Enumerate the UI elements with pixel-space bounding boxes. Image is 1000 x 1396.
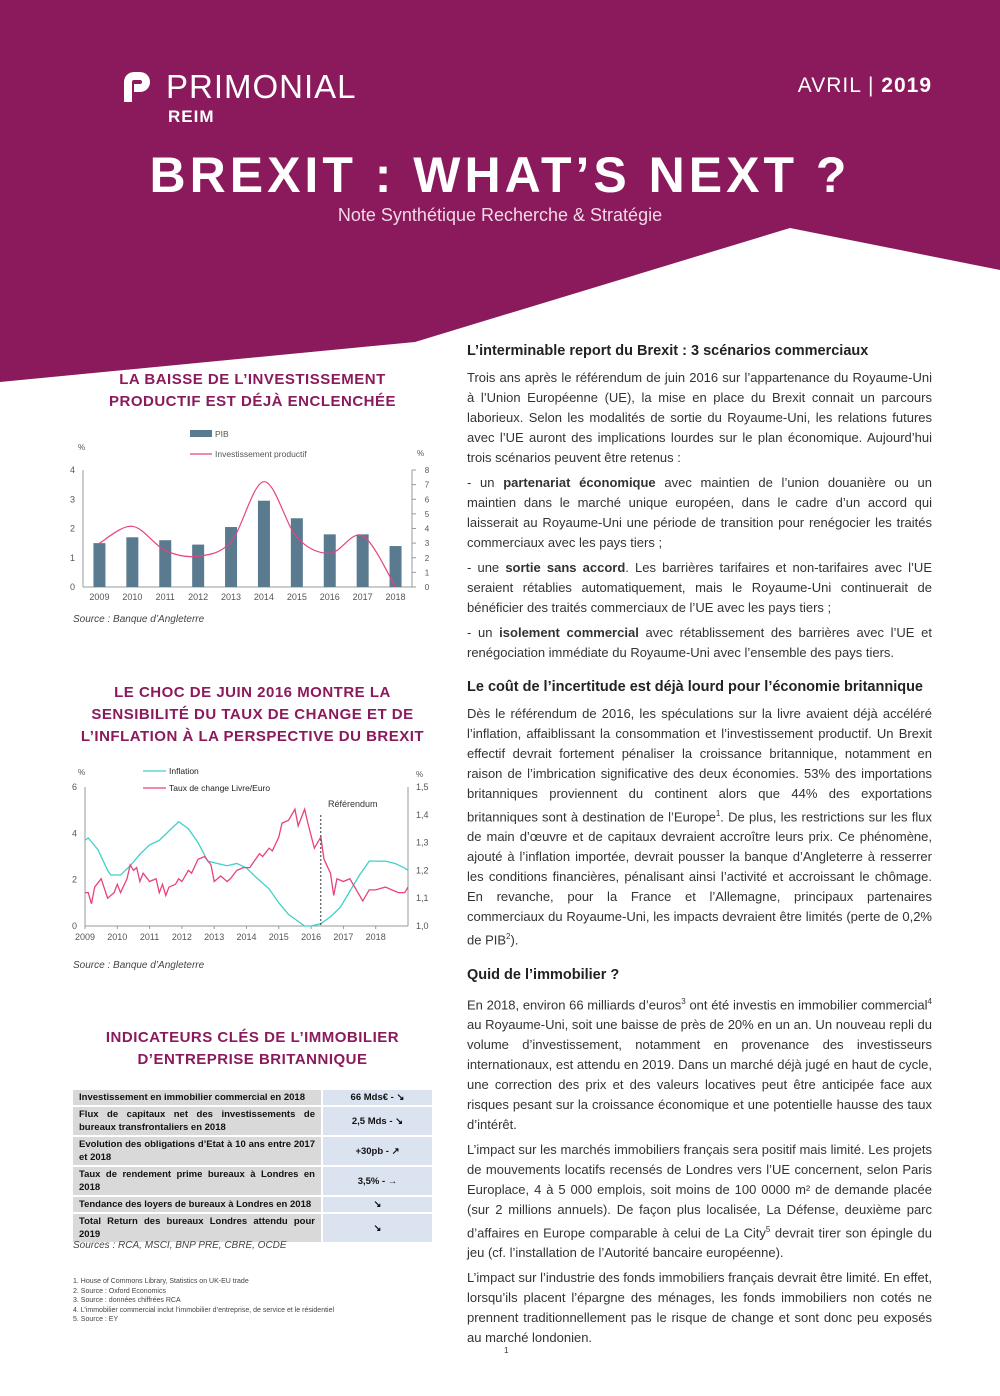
title-line: INDICATEURS CLÉS DE L’IMMOBILIER bbox=[105, 1029, 400, 1046]
y2-tick-label: 3 bbox=[424, 539, 430, 549]
y-tick-label: 0 bbox=[71, 921, 77, 931]
section2-title bbox=[70, 682, 435, 748]
y2-tick-label: 0 bbox=[424, 583, 430, 592]
section1-title bbox=[70, 369, 435, 413]
x-tick-label: 2011 bbox=[139, 932, 160, 942]
heading-scenarios: L’interminable report du Brexit : 3 scénarios commerciaux bbox=[467, 343, 869, 359]
line-exchange-rate bbox=[85, 809, 408, 904]
indicator-value: 3,5% - → bbox=[321, 1167, 432, 1195]
x-tick-label: 2009 bbox=[74, 932, 96, 942]
table-row bbox=[73, 1107, 432, 1135]
paragraph: L’impact sur l’industrie des fonds immobiliers français devrait être limité. En effet, lorsqu’ils placent l’épargne des ménages, les fonds immobiliers non cotés ne prennent traditionnellement pas le risque de change et sont donc peu exposés au marché londonien. bbox=[467, 1270, 932, 1346]
bar-pib bbox=[357, 534, 369, 587]
y-axis-unit: % bbox=[78, 768, 86, 777]
paragraph: - un isolement commercial avec rétablissement des barrières avec l’UE et renégociation immédiate du Royaume-Uni avec l’ensemble des pays tiers. bbox=[467, 625, 932, 660]
table-source: Sources : RCA, MSCI, BNP PRE, CBRE, OCDE bbox=[73, 1240, 287, 1251]
title-line: PRODUCTIF EST DÉJÀ ENCLENCHÉE bbox=[108, 393, 397, 410]
y-tick-label: 4 bbox=[69, 465, 75, 475]
chart2-source: Source : Banque d’Angleterre bbox=[73, 960, 205, 971]
y2-tick-label: 8 bbox=[424, 466, 430, 475]
legend-label: PIB bbox=[215, 429, 229, 439]
legend-swatch-pib bbox=[190, 430, 212, 437]
indicator-label: Tendance des loyers de bureaux à Londres en 2018 bbox=[73, 1197, 321, 1212]
indicator-value: ↘ bbox=[321, 1197, 432, 1212]
x-tick-label: 2010 bbox=[107, 932, 128, 942]
bar-pib bbox=[192, 545, 204, 587]
table-row bbox=[73, 1167, 432, 1195]
paragraph: Trois ans après le référendum de juin 2016 sur l’appartenance du Royaume-Uni à l’Union Européenne (UE), la mise en place du Brexit connait un parcours laborieux. Selon les modalités de sortie du Royaume-Uni, les relations futures avec l’UE auront des implications lourdes sur le plan économique. Aujourd’hui trois scénarios peuvent être retenus : bbox=[467, 370, 932, 465]
heading-real-estate: Quid de l’immobilier ? bbox=[467, 966, 620, 983]
title-line: LE CHOC DE JUIN 2016 MONTRE LA bbox=[114, 684, 391, 701]
brand-name: PRIMONIAL bbox=[166, 68, 357, 105]
indicator-label: Taux de rendement prime bureaux à Londres en 2018 bbox=[73, 1167, 321, 1195]
y2-tick-label: 1,5 bbox=[416, 782, 429, 792]
footnote: 1. House of Commons Library, Statistics on UK-EU trade bbox=[73, 1278, 249, 1285]
article bbox=[467, 341, 932, 1353]
indicator-value: 66 Mds€ - ↘ bbox=[321, 1090, 432, 1105]
y2-tick-label: 4 bbox=[424, 524, 430, 534]
referendum-label: Référendum bbox=[328, 799, 378, 809]
brand-sub: REIM bbox=[168, 107, 215, 126]
paragraph: Dès le référendum de 2016, les spéculations sur la livre avaient déjà accéléré l’inflation, affaiblissant la consommation et l’investissement productif. Un Brexit effectif devrait fortement pénaliser la croissance britannique, notamment en raison de l’imbrication significative des deux économies. 53% des importations britanniques proviennent du continent alors que 44% des exportations britanniques sont à destination de l’Europe$^1$. De plus, les restrictions sur les flux de main d’œuvre et de capitaux devraient accroître leurs prix. Ce phénomène, ajouté à l’inflation importée, devrait pousser la banque d’Angleterre à resserrer les conditions financières, pénalisant ainsi l’activité et accroissant le chômage. En revanche, pour la France et l’Allemagne, principaux partenaires commerciaux du Royaume-Uni, les impacts devraient être limités (perte de 0,2% de PIB$^2$). bbox=[467, 706, 932, 948]
y2-tick-label: 1,4 bbox=[416, 809, 429, 820]
bar-pib bbox=[324, 534, 336, 587]
y-tick-label: 2 bbox=[69, 523, 75, 534]
x-tick-label: 2015 bbox=[268, 932, 289, 942]
logo bbox=[118, 68, 357, 106]
x-tick-label: 2012 bbox=[171, 932, 192, 942]
x-tick-label: 2013 bbox=[221, 592, 242, 602]
legend-label: Taux de change Livre/Euro bbox=[169, 783, 271, 793]
x-tick-label: 2018 bbox=[385, 592, 406, 602]
bar-pib bbox=[93, 543, 105, 587]
x-tick-label: 2018 bbox=[365, 932, 386, 942]
section3-title bbox=[70, 1027, 435, 1071]
page-subtitle: Note Synthétique Recherche & Stratégie bbox=[337, 205, 663, 225]
primonial-logo-icon bbox=[118, 68, 156, 106]
chart-investment-gdp bbox=[60, 420, 450, 610]
indicator-value: 2,5 Mds - ↘ bbox=[321, 1107, 432, 1135]
y2-tick-label: 1,0 bbox=[416, 921, 429, 931]
y2-tick-label: 6 bbox=[424, 495, 430, 505]
footnote: 2. Source : Oxford Economics bbox=[73, 1287, 166, 1295]
y-tick-label: 4 bbox=[71, 828, 77, 839]
indicators-table bbox=[73, 1088, 432, 1244]
indicator-label: Investissement en immobilier commercial en 2018 bbox=[73, 1090, 321, 1105]
year: 2019 bbox=[881, 74, 932, 97]
chart-inflation-exchange bbox=[60, 760, 450, 950]
indicator-label: Flux de capitaux net des investissements de bureaux transfrontaliers en 2018 bbox=[73, 1107, 321, 1135]
x-tick-label: 2017 bbox=[333, 932, 354, 942]
page-number: 1 bbox=[504, 1346, 509, 1355]
y2-tick-label: 1 bbox=[424, 568, 430, 578]
indicator-value: ↘ bbox=[321, 1214, 432, 1242]
bar-pib bbox=[390, 546, 402, 587]
indicator-value: +30pb - ↗ bbox=[321, 1137, 432, 1165]
indicator-label: Evolution des obligations d’Etat à 10 ans entre 2017 et 2018 bbox=[73, 1137, 321, 1165]
y2-axis-unit: % bbox=[416, 770, 424, 779]
y2-axis-unit: % bbox=[417, 449, 425, 458]
bar-pib bbox=[291, 518, 303, 587]
y-tick-label: 6 bbox=[71, 782, 77, 792]
x-tick-label: 2016 bbox=[301, 932, 322, 942]
paragraph: L’impact sur les marchés immobiliers français sera positif mais limité. Les projets de mouvements locatifs recensés de Londres vers l’UE concernent, selon Paris Europlace, 4 à 5 000 emplois, soit moins de 100 0000 m² de demande placée (sur 2 millions annuels). De façon plus localisée, La Défense, deuxième parc d’affaires en Europe comparable à celui de La City$^5$ devrait tirer son épingle du jeu (cf. l’installation de l’Autorité bancaire européenne). bbox=[467, 1141, 932, 1261]
y2-tick-label: 5 bbox=[424, 509, 430, 519]
indicator-label: Total Return des bureaux Londres attendu pour 2019 bbox=[73, 1214, 321, 1242]
legend-label: Inflation bbox=[169, 766, 199, 776]
x-tick-label: 2015 bbox=[286, 592, 307, 602]
y2-tick-label: 1,3 bbox=[416, 837, 429, 848]
x-tick-label: 2011 bbox=[155, 592, 175, 602]
y2-tick-label: 7 bbox=[424, 480, 430, 490]
heading-uncertainty: Le coût de l’incertitude est déjà lourd pour l’économie britannique bbox=[467, 679, 923, 695]
table-row bbox=[73, 1197, 432, 1212]
y-axis-unit: % bbox=[78, 443, 86, 452]
x-tick-label: 2013 bbox=[204, 932, 225, 942]
paragraph: - un partenariat économique avec maintien de l’union douanière ou un maintien dans le marché unique européen, dans le cadre d’un accord qui laisserait au Royaume-Uni une période de transition pour renégocier les traités commerciaux avec les pays tiers ; bbox=[467, 475, 932, 550]
y-tick-label: 3 bbox=[69, 494, 75, 505]
chart1-source: Source : Banque d’Angleterre bbox=[73, 614, 205, 625]
paragraph: - une sortie sans accord. Les barrières tarifaires et non-tarifaires avec l’UE seraient rétablies automatiquement, mais le Royaume-Uni continuerait de bénéficier des traités commerciaux de l’UE avec les pays tiers ; bbox=[467, 560, 932, 615]
y2-tick-label: 1,1 bbox=[416, 893, 429, 904]
y-tick-label: 2 bbox=[71, 874, 77, 885]
y2-tick-label: 1,2 bbox=[416, 865, 429, 876]
table-row bbox=[73, 1137, 432, 1165]
y-tick-label: 1 bbox=[69, 552, 75, 563]
page-title: BREXIT : WHAT’S NEXT ? bbox=[149, 147, 851, 203]
month: AVRIL bbox=[797, 74, 862, 97]
footnote: 4. L’immobilier commercial inclut l’immobilier d’entreprise, de service et le résidentiel bbox=[73, 1306, 335, 1314]
table-row bbox=[73, 1214, 432, 1242]
title-line: SENSIBILITÉ DU TAUX DE CHANGE ET DE bbox=[91, 706, 414, 723]
x-tick-label: 2016 bbox=[319, 592, 340, 602]
legend-label: Investissement productif bbox=[215, 449, 307, 459]
line-investissement bbox=[99, 482, 395, 587]
footnotes bbox=[73, 1277, 334, 1325]
issue-date: AVRIL | 2019 bbox=[797, 74, 932, 97]
paragraph: En 2018, environ 66 milliards d’euros$^3$ ont été investis en immobilier commercial$^4$ au Royaume-Uni, soit une baisse de près de 20% en un an. Un nouveau repli du volume d’investissement, notamment en provenance des investisseurs internationaux, est attendu en 2019. Dans un marché déjà jugé en haut de cycle, une correction des prix et des valeurs locatives peut être anticipée face aux risques pesant sur la croissance économique et une potentielle hausse des taux d’intérêt. bbox=[467, 996, 932, 1132]
title-line: LA BAISSE DE L’INVESTISSEMENT bbox=[119, 371, 386, 388]
bar-pib bbox=[258, 501, 270, 587]
title-line: D’ENTREPRISE BRITANNIQUE bbox=[137, 1051, 368, 1068]
bar-pib bbox=[126, 537, 138, 587]
y2-tick-label: 2 bbox=[424, 553, 430, 563]
x-tick-label: 2010 bbox=[122, 592, 143, 602]
x-tick-label: 2009 bbox=[89, 592, 110, 602]
x-tick-label: 2017 bbox=[352, 592, 373, 602]
line-inflation bbox=[85, 822, 408, 926]
x-tick-label: 2014 bbox=[236, 932, 257, 942]
footnote: 5. Source : EY bbox=[73, 1316, 119, 1324]
footnote: 3. Source : données chiffrées RCA bbox=[73, 1297, 181, 1305]
x-tick-label: 2012 bbox=[188, 592, 209, 602]
table-row bbox=[73, 1090, 432, 1105]
title-line: L’INFLATION À LA PERSPECTIVE DU BREXIT bbox=[80, 728, 425, 745]
y-tick-label: 0 bbox=[69, 582, 75, 592]
x-tick-label: 2014 bbox=[253, 592, 274, 602]
